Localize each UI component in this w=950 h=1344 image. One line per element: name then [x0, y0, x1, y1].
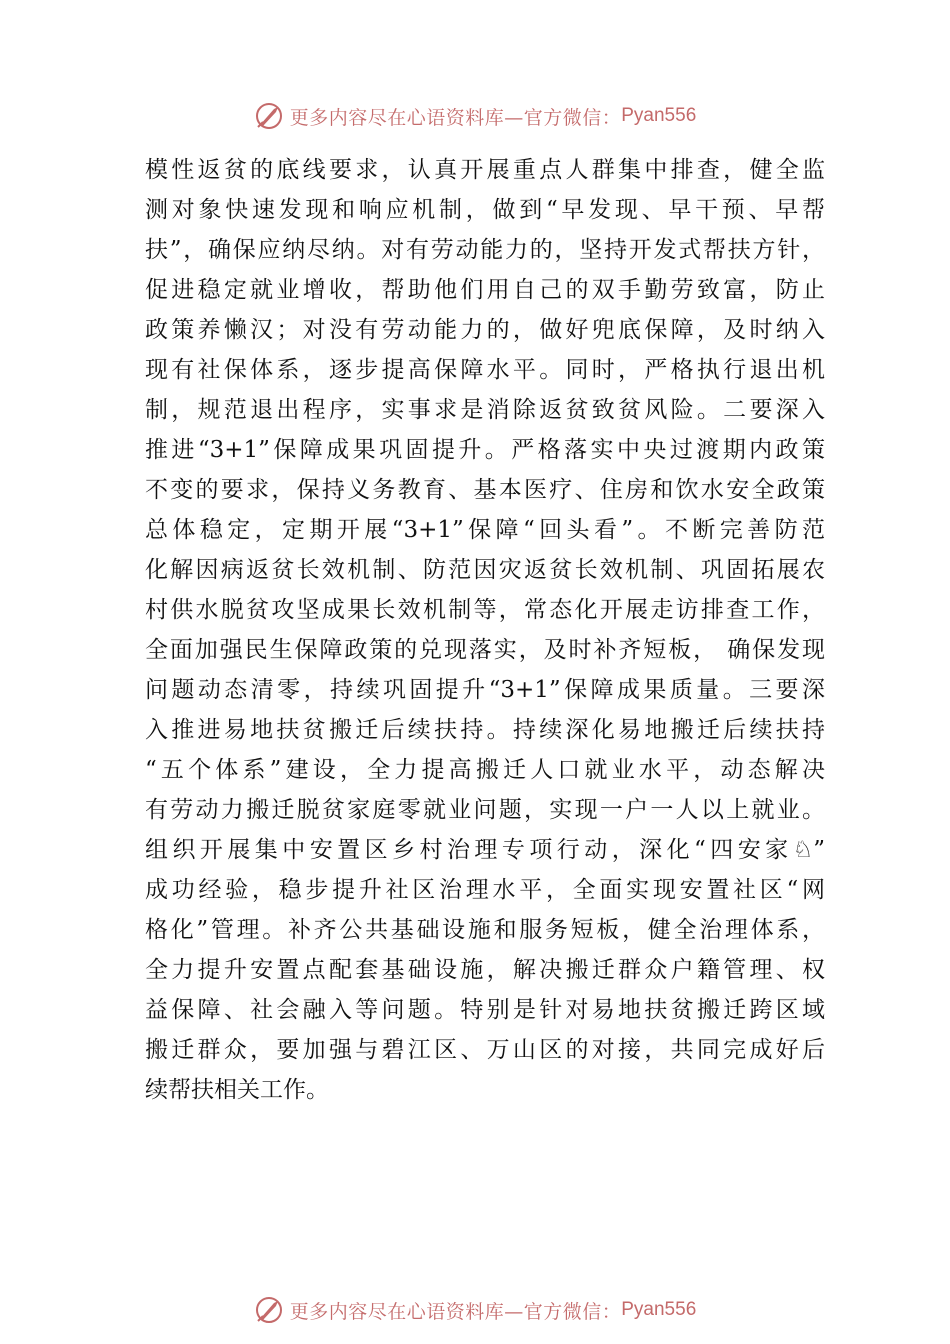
body-line: “五个体系”建设，全力提高搬迁人口就业水平，动态解决 — [145, 757, 825, 783]
body-line: 促进稳定就业增收，帮助他们用自己的双手勤劳致富，防止 — [145, 277, 825, 303]
body-line: 村供水脱贫攻坚成果长效机制等，常态化开展走访排查工作， — [145, 597, 825, 623]
watermark-header — [0, 96, 950, 136]
body-line: 化解因病返贫长效机制、防范因灾返贫长效机制、巩固拓展农 — [145, 557, 825, 583]
body-line: 益保障、社会融入等问题。特别是针对易地扶贫搬迁跨区域 — [145, 997, 825, 1023]
quill-logo-icon — [254, 101, 284, 131]
quill-logo-icon — [254, 1295, 284, 1325]
watermark-wechat-id: Pyan556 — [621, 1299, 697, 1320]
body-line: 组织开展集中安置区乡村治理专项行动，深化“四安家♘” — [145, 837, 825, 863]
body-line: 成功经验，稳步提升社区治理水平，全面实现安置社区“网 — [145, 877, 825, 903]
watermark-footer — [0, 1290, 950, 1330]
body-line: 测对象快速发现和响应机制，做到“早发现、早干预、早帮 — [145, 197, 825, 223]
body-line: 制，规范退出程序，实事求是消除返贫致贫风险。二要深入 — [145, 397, 825, 423]
document-body — [145, 150, 825, 1110]
body-line: 搬迁群众，要加强与碧江区、万山区的对接，共同完成好后 — [145, 1037, 825, 1063]
body-line: 政策养懒汉；对没有劳动能力的，做好兜底保障，及时纳入 — [145, 317, 825, 343]
body-line: 有劳动力搬迁脱贫家庭零就业问题，实现一户一人以上就业。 — [145, 797, 825, 823]
body-line: 格化”管理。补齐公共基础设施和服务短板，健全治理体系， — [145, 917, 825, 943]
body-line: 问题动态清零，持续巩固提升“3+1”保障成果质量。三要深 — [145, 677, 825, 703]
watermark-wechat-id: Pyan556 — [621, 105, 697, 126]
body-line: 总体稳定，定期开展“3+1”保障“回头看”。不断完善防范 — [145, 517, 825, 543]
body-line: 入推进易地扶贫搬迁后续扶持。持续深化易地搬迁后续扶持 — [145, 717, 825, 743]
watermark-text: 更多内容尽在心语资料库—官方微信： — [289, 1300, 622, 1323]
body-line-last: 续帮扶相关工作。 — [145, 1077, 329, 1103]
body-line: 全面加强民生保障政策的兑现落实，及时补齐短板， 确保发现 — [145, 637, 825, 663]
watermark-text: 更多内容尽在心语资料库—官方微信： — [289, 106, 622, 129]
body-line: 推进“3+1”保障成果巩固提升。严格落实中央过渡期内政策 — [145, 437, 825, 463]
body-line: 不变的要求，保持义务教育、基本医疗、住房和饮水安全政策 — [145, 477, 825, 503]
body-line: 模性返贫的底线要求，认真开展重点人群集中排查，健全监 — [145, 157, 825, 183]
body-line: 扶”，确保应纳尽纳。对有劳动能力的，坚持开发式帮扶方针， — [145, 237, 825, 263]
body-line: 全力提升安置点配套基础设施，解决搬迁群众户籍管理、权 — [145, 957, 825, 983]
body-line: 现有社保体系，逐步提高保障水平。同时，严格执行退出机 — [145, 357, 825, 383]
